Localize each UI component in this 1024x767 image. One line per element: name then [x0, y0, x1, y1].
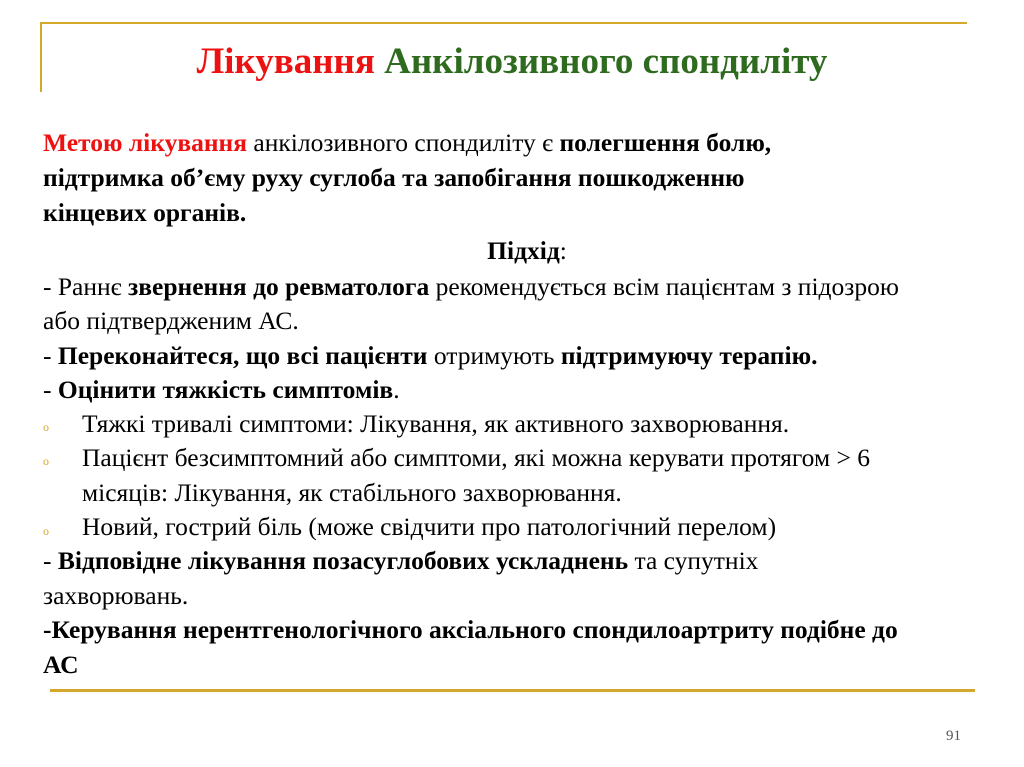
- approach-heading: [0, 236, 1024, 266]
- text-bold: Оцінити тяжкість симптомів: [57, 375, 394, 404]
- item-early-line-1: [43, 272, 899, 302]
- sub-item-2-line-1: Пацієнт безсимптомний або симптоми, які можна керувати протягом > 6: [82, 443, 870, 472]
- approach-label: Підхід: [487, 236, 560, 265]
- intro-bold: полегшення болю,: [559, 128, 772, 157]
- intro-goal: Метою лікування: [43, 128, 248, 157]
- sub-item-2-line-2: місяців: Лікування, як стабільного захворювання.: [82, 478, 622, 507]
- intro-text: анкілозивного спондиліту є: [247, 128, 560, 157]
- text: та супутніх: [628, 546, 759, 575]
- text: - Раннє: [43, 272, 128, 301]
- intro-line-3: кінцевих органів.: [43, 198, 247, 227]
- bullet-icon: o: [43, 454, 49, 468]
- text: -: [43, 375, 58, 404]
- text-bold: звернення до ревматолога: [127, 272, 430, 301]
- bullet-icon: o: [43, 524, 49, 538]
- item-nonrad-line-1: -Керування нерентгенологічного аксіального спондилоартриту подібне до: [43, 615, 898, 644]
- sub-item-3: Новий, гострий біль (може свідчити про патологічний перелом): [82, 512, 777, 541]
- top-rule: [40, 22, 967, 24]
- item-appropriate-line-1: [43, 546, 758, 576]
- slide-title: [0, 40, 1024, 83]
- item-ensure: [43, 341, 817, 371]
- text: -: [43, 546, 58, 575]
- item-nonrad-line-2: АС: [43, 650, 79, 679]
- title-part-green: Анкілозивного спондиліту: [384, 41, 828, 82]
- text-bold: підтримуючу терапію.: [560, 341, 818, 370]
- text: отримують: [427, 341, 561, 370]
- text: рекомендується всім пацієнтам з підозрою: [429, 272, 899, 301]
- title-part-red: Лікування: [196, 41, 375, 82]
- intro-line-1: [43, 128, 771, 158]
- intro-line-2: підтримка об’єму руху суглоба та запобігання пошкодженню: [43, 163, 745, 192]
- text-bold: Переконайтеся, що всі пацієнти: [57, 341, 428, 370]
- text: .: [393, 375, 400, 404]
- page-number: 91: [946, 728, 961, 744]
- bullet-icon: o: [43, 420, 49, 434]
- item-assess: [43, 375, 400, 405]
- text: -: [43, 341, 58, 370]
- sub-item-1: Тяжкі тривалі симптоми: Лікування, як активного захворювання.: [82, 409, 790, 438]
- approach-colon: :: [559, 236, 567, 265]
- text-bold: Відповідне лікування позасуглобових ускладнень: [57, 546, 629, 575]
- bottom-rule: [50, 689, 975, 692]
- item-early-line-2: або підтвердженим АС.: [43, 306, 299, 335]
- item-appropriate-line-2: захворювань.: [43, 581, 189, 610]
